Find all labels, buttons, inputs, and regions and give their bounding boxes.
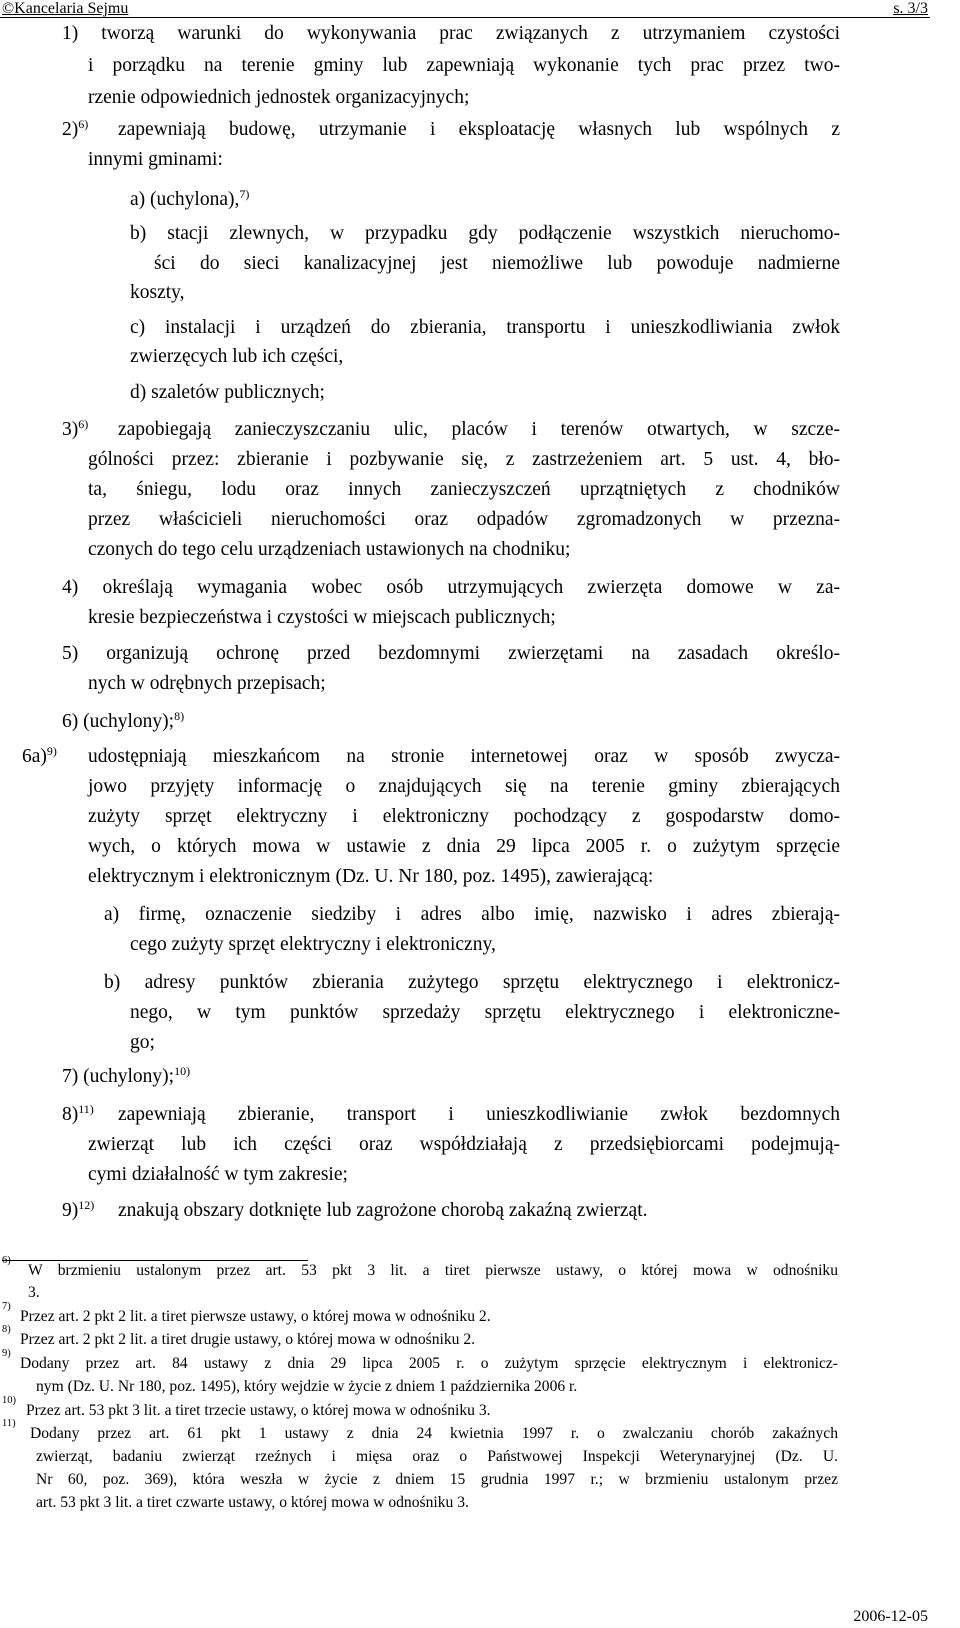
item-3-line-4: przez właścicieli nieruchomości oraz odpadów zgromadzonych w przezna-: [88, 509, 840, 530]
footnote-ref: 6): [78, 117, 89, 131]
item-6a-number: 6a)$^{9)}$: [22, 744, 57, 767]
footnote-6-line-2: 3.: [28, 1284, 40, 1301]
item-6a-line-5: elektrycznym i elektronicznym (Dz. U. Nr 180, poz. 1495), zawierającą:: [88, 866, 654, 887]
item-8-line-3: cymi działalność w tym zakresie;: [88, 1164, 348, 1185]
footnote-11-line-1: Dodany przez art. 61 pkt 1 ustawy z dnia 24 kwietnia 1997 r. o zwalczaniu chorób zakaźnych: [30, 1425, 838, 1442]
footnote-ref: 9): [46, 744, 57, 758]
footnote-11-mark: 11): [2, 1418, 16, 1429]
item-8-line-1: zapewniają zbieranie, transport i unieszkodliwianie zwłok bezdomnych: [118, 1104, 840, 1125]
item-3-number: 3)$^{6)}$: [62, 417, 89, 440]
footnote-11-line-4: art. 53 pkt 3 lit. a tiret czwarte ustawy, o której mowa w odnośniku 3.: [36, 1494, 469, 1511]
item-1-line-2: i porządku na terenie gminy lub zapewniają wykonanie tych prac przez two-: [88, 55, 840, 76]
item-2c-line-1: c) instalacji i urządzeń do zbierania, transportu i unieszkodliwiania zwłok: [130, 317, 840, 338]
item-4-line-1: 4) określają wymagania wobec osób utrzymujących zwierzęta domowe w za-: [62, 577, 840, 598]
footnote-7-mark: 7): [2, 1301, 11, 1312]
item-6a-a-line-2: cego zużyty sprzęt elektryczny i elektroniczny,: [130, 934, 496, 955]
item-6a-line-1: udostępniają mieszkańcom na stronie internetowej oraz w sposób zwycza-: [88, 746, 840, 767]
header-publisher: ©Kancelaria Sejmu: [2, 0, 129, 17]
footnote-7-line-1: Przez art. 2 pkt 2 lit. a tiret pierwsze ustawy, o której mowa w odnośniku 2.: [20, 1308, 491, 1325]
footnote-9-mark: 9): [2, 1348, 11, 1359]
footnote-10-mark: 10): [2, 1395, 16, 1406]
footnote-ref: 10): [174, 1064, 191, 1078]
item-2-line-2: innymi gminami:: [88, 149, 223, 170]
footnote-8-line-1: Przez art. 2 pkt 2 lit. a tiret drugie ustawy, o której mowa w odnośniku 2.: [20, 1331, 476, 1348]
footnote-6-mark: 6): [2, 1255, 11, 1266]
footnote-10-line-1: Przez art. 53 pkt 3 lit. a tiret trzecie ustawy, o której mowa w odnośniku 3.: [26, 1402, 491, 1419]
item-6a-b-line-2: nego, w tym punktów sprzedaży sprzętu elektrycznego i elektroniczne-: [130, 1002, 840, 1023]
item-7: 7) (uchylony);$^{10)}$: [62, 1064, 191, 1087]
item-3-line-3: ta, śniegu, lodu oraz innych zanieczyszczeń uprzątniętych z chodników: [88, 479, 840, 500]
item-8-line-2: zwierząt lub ich części oraz współdziałają z przedsiębiorcami podejmują-: [88, 1134, 840, 1155]
header-page-number: s. 3/3: [893, 0, 928, 17]
footnote-9-line-1: Dodany przez art. 84 ustawy z dnia 29 lipca 2005 r. o zużytym sprzęcie elektrycznym i elektronicz-: [20, 1355, 838, 1372]
item-9-number: 9)$^{12)}$: [62, 1198, 95, 1221]
item-6a-line-4: wych, o których mowa w ustawie z dnia 29 lipca 2005 r. o zużytym sprzęcie: [88, 836, 840, 857]
item-3-line-1: zapobiegają zanieczyszczaniu ulic, placów i terenów otwartych, w szcze-: [118, 419, 840, 440]
header-rule: [0, 17, 930, 18]
footnote-11-line-3: Nr 60, poz. 369), która weszła w życie z dniem 15 grudnia 1997 r.; w brzmieniu ustalonym przez: [36, 1471, 838, 1488]
footnote-11-line-2: zwierząt, badaniu zwierząt rzeźnych i mięsa oraz o Państwowej Inspekcji Weterynaryjnej (Dz. U.: [36, 1448, 838, 1465]
item-2d: d) szaletów publicznych;: [130, 382, 325, 403]
footnote-6-line-1: W brzmieniu ustalonym przez art. 53 pkt 3 lit. a tiret pierwsze ustawy, o której mowa w odnośniku: [28, 1262, 838, 1279]
item-6a-line-3: zużyty sprzęt elektryczny i elektroniczny pochodzący z gospodarstw domo-: [88, 806, 840, 827]
item-2b-line-1: b) stacji zlewnych, w przypadku gdy podłączenie wszystkich nieruchomo-: [130, 223, 840, 244]
item-2-line-1: zapewniają budowę, utrzymanie i eksploatację własnych lub wspólnych z: [118, 119, 840, 140]
footnote-8-mark: 8): [2, 1324, 11, 1335]
item-6: 6) (uchylony);$^{8)}$: [62, 709, 185, 732]
item-6a-b-line-1: b) adresy punktów zbierania zużytego sprzętu elektrycznego i elektronicz-: [104, 972, 840, 993]
item-1-line-3: rzenie odpowiednich jednostek organizacyjnych;: [88, 87, 470, 108]
footnote-ref: 7): [239, 187, 250, 201]
footnote-9-line-2: nym (Dz. U. Nr 180, poz. 1495), który wejdzie w życie z dniem 1 października 2006 r.: [36, 1378, 578, 1395]
footnote-separator: [2, 1260, 308, 1261]
item-6a-line-2: jowo przyjęty informację o znajdujących się na terenie gminy zbierających: [88, 776, 840, 797]
footnote-ref: 6): [78, 417, 89, 431]
item-3-line-2: gólności przez: zbieranie i pozbywanie się, z zastrzeżeniem art. 5 ust. 4, bło-: [88, 449, 840, 470]
item-9-line-1: znakują obszary dotknięte lub zagrożone chorobą zakaźną zwierząt.: [118, 1200, 648, 1221]
footnote-ref: 11): [78, 1102, 94, 1116]
item-5-line-1: 5) organizują ochronę przed bezdomnymi zwierzętami na zasadach określo-: [62, 643, 840, 664]
item-8-number: 8)$^{11)}$: [62, 1102, 94, 1125]
item-4-line-2: kresie bezpieczeństwa i czystości w miejscach publicznych;: [88, 607, 556, 628]
item-3-line-5: czonych do tego celu urządzeniach ustawionych na chodniku;: [88, 539, 571, 560]
footnote-ref: 8): [174, 709, 185, 723]
item-2a: a) (uchylona),$^{7)}$: [130, 187, 250, 210]
item-2b-line-2: ści do sieci kanalizacyjnej jest niemożliwe lub powoduje nadmierne: [154, 253, 840, 274]
item-2b-line-3: koszty,: [130, 282, 185, 303]
item-6a-b-line-3: go;: [130, 1032, 155, 1053]
footer-date: 2006-12-05: [853, 1608, 928, 1625]
footnote-ref: 12): [78, 1198, 95, 1212]
item-6a-a-line-1: a) firmę, oznaczenie siedziby i adres albo imię, nazwisko i adres zbierają-: [104, 904, 840, 925]
item-1-line-1: 1) tworzą warunki do wykonywania prac związanych z utrzymaniem czystości: [62, 23, 840, 44]
item-2c-line-2: zwierzęcych lub ich części,: [130, 346, 344, 367]
item-5-line-2: nych w odrębnych przepisach;: [88, 673, 326, 694]
item-2-number: 2)$^{6)}$: [62, 117, 89, 140]
